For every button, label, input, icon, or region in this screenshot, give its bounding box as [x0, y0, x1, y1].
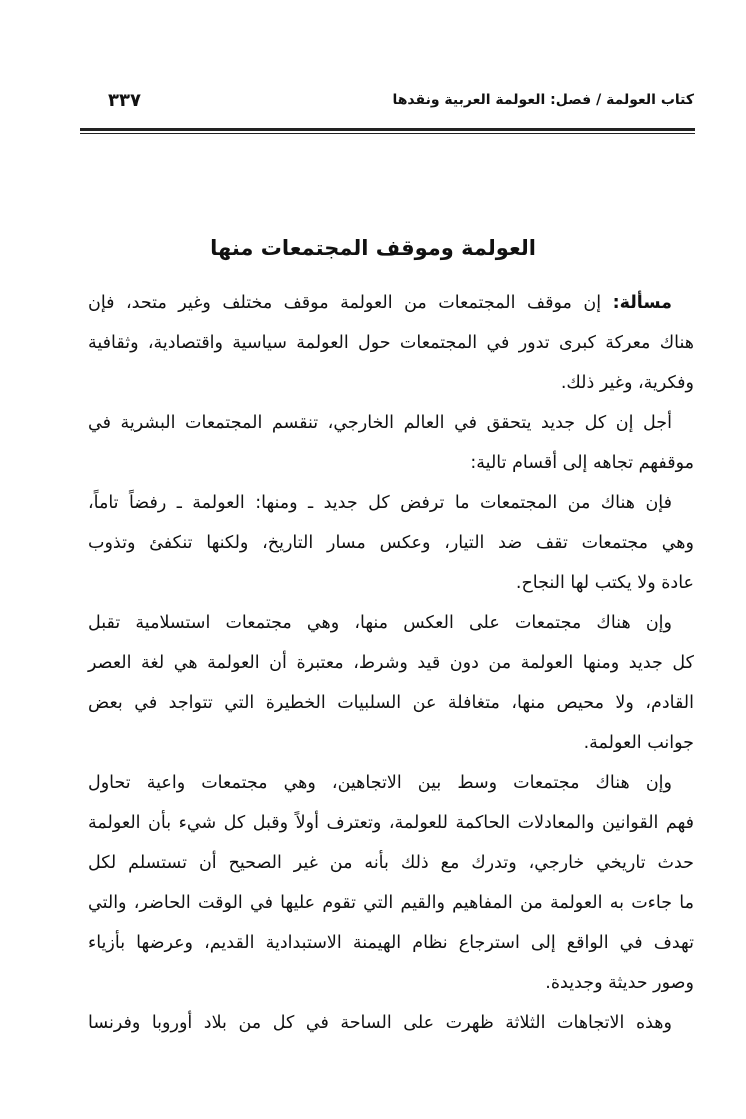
line-text: القادم، ولا محيص منها، متغافلة عن السلبيات الخطيرة التي تتواجد في بعض [88, 693, 694, 713]
line-text: حدث تاريخي خارجي، وتدرك مع ذلك بأنه من غير الصحيح أن تستسلم لكل [88, 853, 694, 873]
header-rule [80, 128, 695, 131]
line-text: وإن هناك مجتمعات وسط بين الاتجاهين، وهي مجتمعات واعية تحاول [88, 773, 672, 793]
running-title: كتاب العولمة / فصل: العولمة العربية ونقدها [392, 92, 694, 108]
line-text: جوانب العولمة. [583, 733, 694, 753]
line-text: عادة ولا يكتب لها النجاح. [515, 573, 694, 593]
line-text: موقفهم تجاهه إلى أقسام تالية: [470, 453, 694, 473]
section-title: العولمة وموقف المجتمعات منها [210, 236, 536, 260]
text-line [88, 330, 694, 356]
line-text: إن موقف المجتمعات من العولمة موقف مختلف وغير متحد، فإن [88, 293, 602, 313]
line-text: وهي مجتمعات تقف ضد التيار، وعكس مسار التاريخ، ولكنها تنكفئ وتذوب [88, 533, 694, 553]
text-line [88, 770, 672, 796]
line-text: فإن هناك من المجتمعات ما ترفض كل جديد ـ ومنها: العولمة ـ رفضاً تاماً، [88, 493, 672, 513]
text-line [88, 890, 694, 916]
line-text: هناك معركة كبرى تدور في المجتمعات حول العولمة سياسية واقتصادية، وثقافية [88, 333, 694, 353]
text-line [88, 410, 672, 436]
text-line [88, 1010, 672, 1036]
line-text: فهم القوانين والمعادلات الحاكمة للعولمة، وتعترف أولاً وقبل كل شيء بأن العولمة [88, 813, 694, 833]
text-line [88, 450, 694, 476]
text-line [88, 970, 694, 996]
line-text: أجل إن كل جديد يتحقق في العالم الخارجي، تنقسم المجتمعات البشرية في [88, 413, 672, 433]
line-text: وهذه الاتجاهات الثلاثة ظهرت على الساحة في كل من بلاد أوروبا وفرنسا [88, 1013, 672, 1033]
text-line [88, 650, 694, 676]
lead-word: مسألة: [612, 293, 672, 313]
text-line [88, 490, 672, 516]
text-line [88, 810, 694, 836]
text-line [88, 850, 694, 876]
line-text: وإن هناك مجتمعات على العكس منها، وهي مجتمعات استسلامية تقبل [88, 613, 672, 633]
text-line [88, 730, 694, 756]
line-text: وصور حديثة وجديدة. [545, 973, 694, 993]
header-rule-thin [80, 133, 695, 134]
text-line [88, 930, 694, 956]
line-text: ما جاءت به العولمة من المفاهيم والقيم التي تقوم عليها في الوقت الحاضر، والتي [88, 893, 694, 913]
text-line [88, 370, 694, 396]
text-line [88, 290, 672, 316]
line-text: كل جديد ومنها العولمة من دون قيد وشرط، معتبرة أن العولمة هي لغة العصر [88, 653, 694, 673]
page-number: ٣٣٧ [108, 90, 141, 111]
text-line [88, 690, 694, 716]
line-text: وفكرية، وغير ذلك. [560, 373, 694, 393]
text-line [88, 530, 694, 556]
line-text: تهدف في الواقع إلى استرجاع نظام الهيمنة الاستبدادية القديم، وعرضها بأزياء [88, 933, 694, 953]
text-line [88, 610, 672, 636]
text-line [88, 570, 694, 596]
